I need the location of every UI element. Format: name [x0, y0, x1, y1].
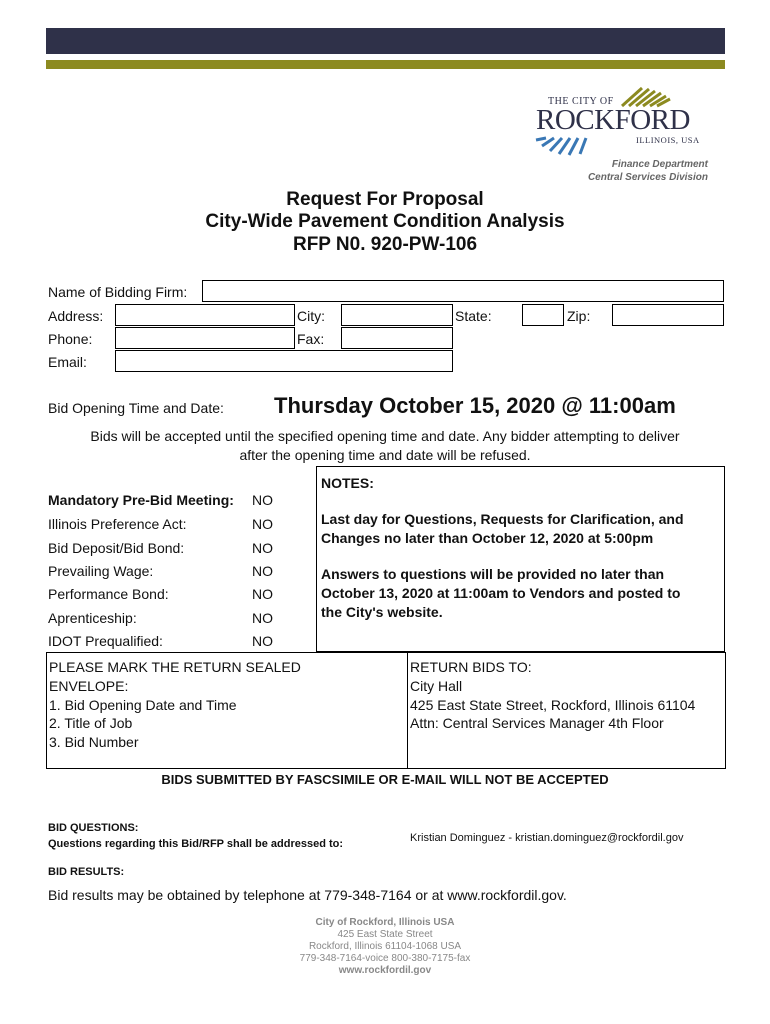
bid-opening-label: Bid Opening Time and Date:: [48, 400, 224, 416]
phone-field[interactable]: [115, 327, 295, 349]
results-heading: BID RESULTS:: [48, 866, 125, 878]
req-label-4: Performance Bond:: [48, 586, 169, 602]
doc-title: Request For Proposal: [286, 189, 484, 210]
req-label-6: IDOT Prequalified:: [48, 633, 163, 649]
footer-line-3: Rockford, Illinois 61104-1068 USA: [308, 941, 462, 952]
header-accent-bar: [46, 60, 725, 69]
header-bar: [46, 28, 725, 54]
logo-wordmark: ROCKFORD: [536, 104, 690, 136]
req-label-2: Bid Deposit/Bid Bond:: [48, 540, 185, 556]
doc-subtitle: City-Wide Pavement Condition Analysis: [205, 211, 565, 232]
req-label-1: Illinois Preference Act:: [48, 516, 187, 532]
city-field[interactable]: [341, 304, 453, 326]
questions-heading: BID QUESTIONS:: [48, 822, 139, 834]
req-value-0: NO: [252, 492, 273, 508]
footer-line-2: 425 East State Street: [337, 929, 433, 940]
notes-p1-line-2: Changes no later than October 12, 2020 at 5:00pm: [321, 530, 654, 546]
not-accepted-notice: BIDS SUBMITTED BY FASCSIMILE OR E-MAIL WILL NOT BE ACCEPTED: [161, 772, 609, 787]
city-logo: [534, 84, 714, 164]
req-value-1: NO: [252, 516, 273, 532]
rfp-number: RFP N0. 920-PW-106: [292, 234, 478, 255]
notes-p2-line-3: the City's website.: [321, 604, 443, 620]
email-field[interactable]: [115, 350, 453, 372]
notes-heading: NOTES:: [321, 475, 374, 491]
zip-label: Zip:: [567, 308, 591, 324]
state-field[interactable]: [522, 304, 564, 326]
questions-text: Questions regarding this Bid/RFP shall be addressed to:: [48, 838, 344, 850]
firm-field[interactable]: [202, 280, 724, 302]
division-name: Central Services Division: [587, 172, 708, 183]
return-to-line-2: City Hall: [410, 678, 463, 694]
firm-label: Name of Bidding Firm:: [48, 284, 188, 300]
req-value-6: NO: [252, 633, 273, 649]
return-divider: [407, 652, 408, 768]
req-label-5: Aprenticeship:: [48, 610, 137, 626]
return-mark-line-1: PLEASE MARK THE RETURN SEALED: [49, 659, 301, 675]
email-label: Email:: [48, 354, 87, 370]
req-value-4: NO: [252, 586, 273, 602]
return-mark-line-3: 1. Bid Opening Date and Time: [49, 697, 237, 713]
req-value-3: NO: [252, 563, 273, 579]
address-field[interactable]: [115, 304, 295, 326]
zip-field[interactable]: [612, 304, 724, 326]
notes-p2-line-1: Answers to questions will be provided no later than: [321, 566, 665, 582]
footer-line-4: 779-348-7164-voice 800-380-7175-fax: [299, 953, 471, 964]
return-to-line-1: RETURN BIDS TO:: [410, 659, 532, 675]
bid-opening-date: Thursday October 15, 2020 @ 11:00am: [274, 393, 676, 418]
return-mark-line-2: ENVELOPE:: [49, 678, 129, 694]
req-value-5: NO: [252, 610, 273, 626]
address-label: Address:: [48, 308, 104, 324]
notes-p2-line-2: October 13, 2020 at 11:00am to Vendors and posted to: [321, 585, 681, 601]
req-label-3: Prevailing Wage:: [48, 563, 154, 579]
return-to-line-4: Attn: Central Services Manager 4th Floor: [410, 715, 664, 731]
req-label-0: Mandatory Pre-Bid Meeting:: [48, 492, 234, 508]
return-to-line-3: 425 East State Street, Rockford, Illinois 61104: [410, 697, 696, 713]
notes-p1-line-1: Last day for Questions, Requests for Clarification, and: [321, 511, 684, 527]
phone-label: Phone:: [48, 331, 93, 347]
fax-label: Fax:: [297, 331, 325, 347]
return-mark-line-5: 3. Bid Number: [49, 734, 139, 750]
return-mark-line-4: 2. Title of Job: [49, 715, 133, 731]
acceptance-line-1: Bids will be accepted until the specified opening time and date. Any bidder attempting to deliver: [90, 428, 680, 444]
dept-name: Finance Department: [611, 159, 708, 170]
questions-contact: Kristian Dominguez - kristian.dominguez@rockfordil.gov: [410, 832, 684, 844]
notes-box: [316, 466, 725, 652]
req-value-2: NO: [252, 540, 273, 556]
city-label: City:: [297, 308, 325, 324]
fax-field[interactable]: [341, 327, 453, 349]
logo-line-3: ILLINOIS, USA: [636, 135, 700, 145]
results-text: Bid results may be obtained by telephone at 779-348-7164 or at www.rockfordil.gov.: [48, 887, 567, 903]
logo-line-1: THE CITY OF: [548, 96, 614, 107]
acceptance-line-2: after the opening time and date will be refused.: [239, 447, 531, 463]
footer-website: www.rockfordil.gov: [338, 965, 432, 976]
footer-line-1: City of Rockford, Illinois USA: [315, 917, 455, 928]
state-label: State:: [455, 308, 492, 324]
